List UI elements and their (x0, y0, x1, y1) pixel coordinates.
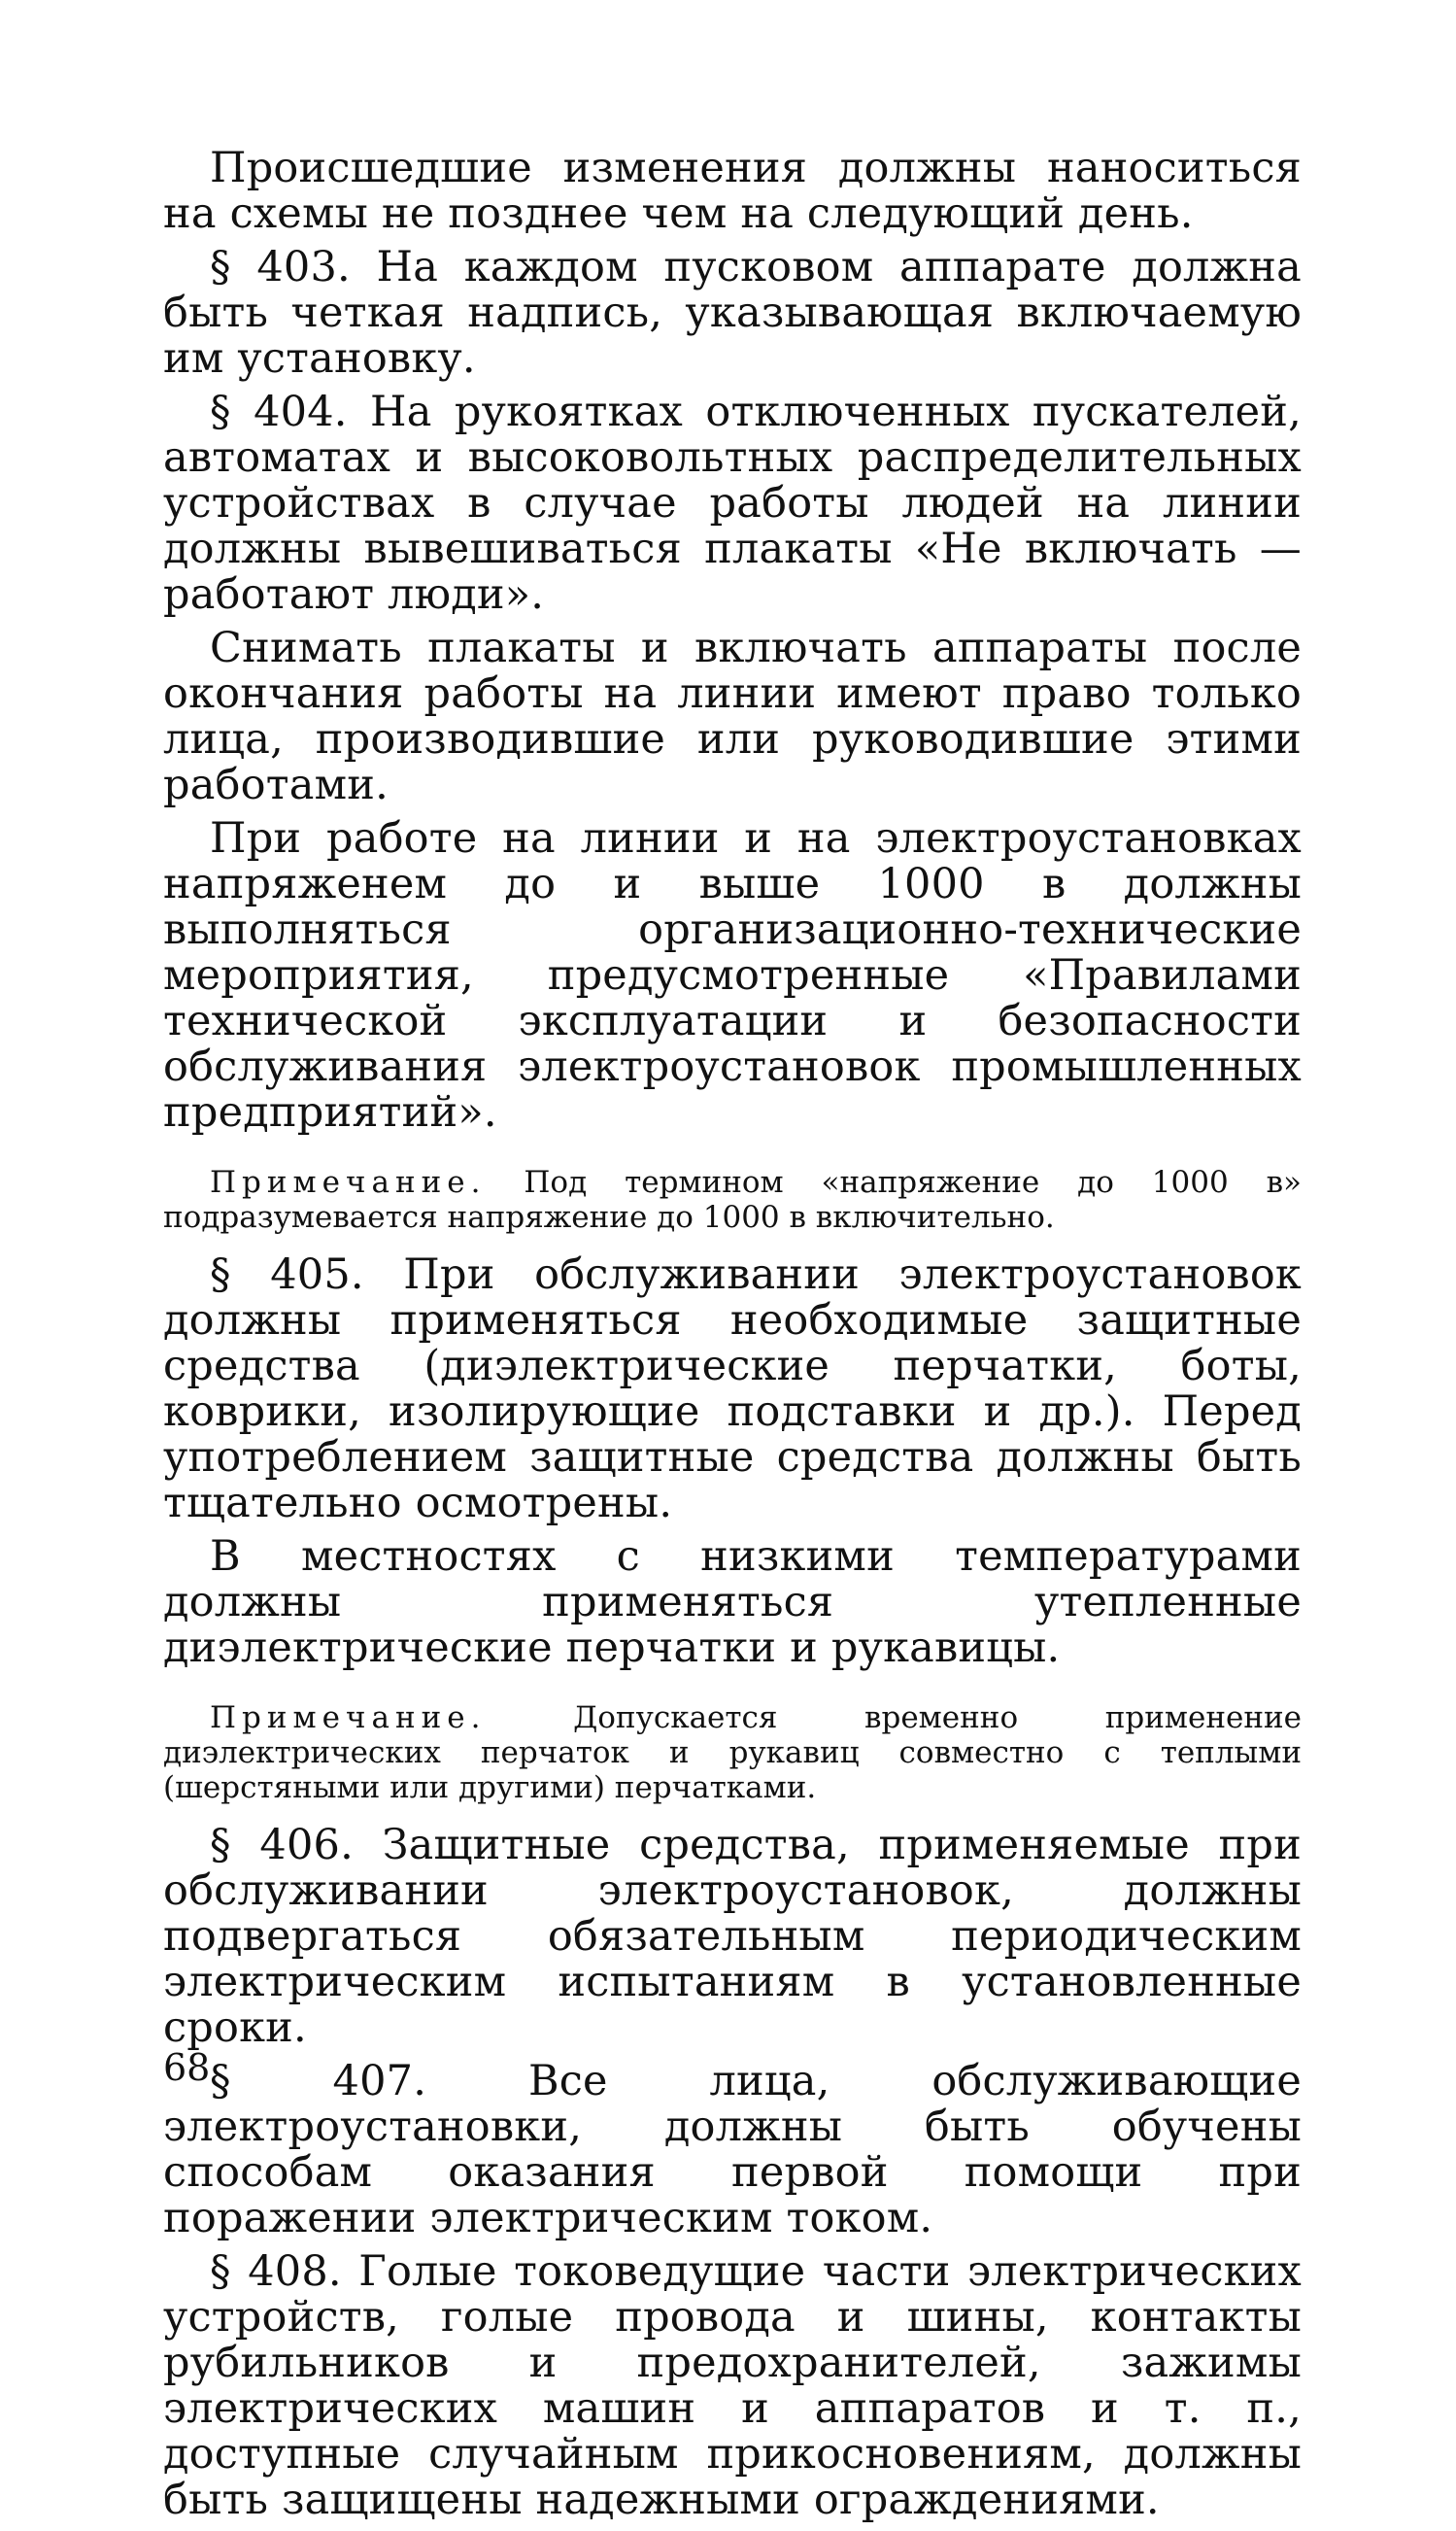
note-text: Под термином «напряжение до 1000 в» подразумевается напряжение до 1000 в включительно. (163, 1165, 1302, 1235)
paragraph-section-403: § 403. На каждом пусковом аппарате должна быть четкая надпись, указывающая включаемую им установку. (163, 243, 1302, 383)
note-voltage-definition (163, 1165, 1302, 1235)
paragraph-section-407: § 407. Все лица, обслуживающие электроустановки, должны быть обучены способам оказания первой помощи при поражении электрическим током. (163, 2057, 1302, 2242)
paragraph-section-405: § 405. При обслуживании электроустановок должны применяться необходимые защитные средства (диэлектрические перчатки, боты, коврики, изолирующие подставки и др.). Перед употреблением защитные средства должны быть тщательно осмотрены. (163, 1250, 1302, 1527)
note-gloves (163, 1700, 1302, 1805)
note-label: Примечание. (210, 1700, 487, 1735)
document-page (163, 146, 1302, 2531)
paragraph-section-404: § 404. На рукоятках отключенных пускателей, автоматах и высоковольтных распределительных устройствах в случае работы людей на линии должны вывешиваться плакаты «Не включать — работают люди». (163, 388, 1302, 619)
paragraph-section-408: § 408. Голые токоведущие части электрических устройств, голые провода и шины, контакты рубильников и предохранителей, зажимы электрических машин и аппаратов и т. п., доступные случайным прикосновениям, должны быть защищены надежными ограждениями. (163, 2247, 1302, 2524)
paragraph-section-406: § 406. Защитные средства, применяемые при обслуживании электроустановок, должны подвергаться обязательным периодическим электрическим испытаниям в установленные сроки. (163, 1821, 1302, 2052)
note-text: Допускается временно применение диэлектрических перчаток и рукавиц совместно с теплыми (шерстяными или другими) перчатками. (163, 1700, 1302, 1805)
paragraph-remove-posters: Снимать плакаты и включать аппараты после окончания работы на линии имеют право только лица, производившие или руководившие этими работами. (163, 624, 1302, 809)
paragraph-changes-on-schemes: Происшедшие изменения должны наноситься на схемы не позднее чем на следующий день. (163, 144, 1302, 238)
page-number: 68 (163, 2046, 211, 2089)
paragraph-organizational-measures: При работе на линии и на электроустановках напряженем до и выше 1000 в должны выполняться организационно-технические мероприятия, предусмотренные «Правилами технической эксплуатации и безопасности обслуживания электроустановок промышленных предприятий». (163, 814, 1302, 1137)
note-label: Примечание. (210, 1165, 487, 1200)
paragraph-low-temperatures: В местностях с низкими температурами должны применяться утепленные диэлектрические перчатки и рукавицы. (163, 1532, 1302, 1672)
